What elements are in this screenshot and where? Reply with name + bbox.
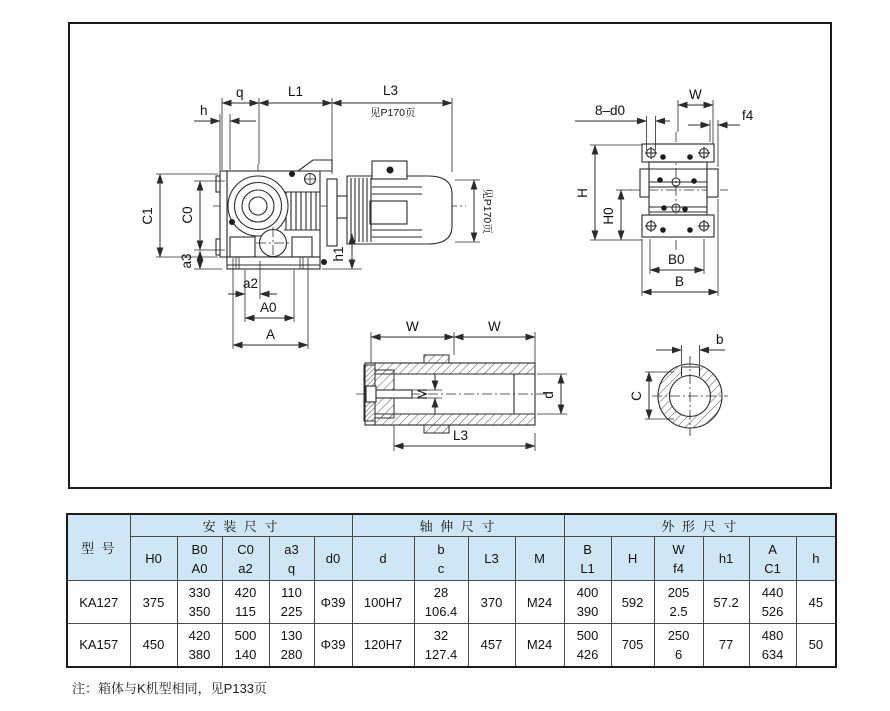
value-cell: 110 225 bbox=[269, 581, 314, 624]
column-header: d0 bbox=[314, 537, 352, 581]
value-cell: 592 bbox=[611, 581, 654, 624]
label-back-W: W bbox=[689, 87, 702, 102]
value-cell: M24 bbox=[515, 581, 564, 624]
label-L3-top: L3 bbox=[383, 83, 399, 98]
label-h: h bbox=[200, 103, 208, 118]
side-view-drawing bbox=[140, 83, 493, 349]
label-C1: C1 bbox=[140, 207, 155, 225]
value-cell: 77 bbox=[703, 624, 749, 667]
value-cell: 420 115 bbox=[222, 581, 269, 624]
label-B0: B0 bbox=[668, 252, 685, 267]
column-header: A C1 bbox=[749, 537, 796, 581]
label-a3: a3 bbox=[179, 253, 194, 269]
value-cell: 500 140 bbox=[222, 624, 269, 667]
column-header: M bbox=[515, 537, 564, 581]
label-H0: H0 bbox=[601, 207, 616, 225]
value-cell: 400 390 bbox=[564, 581, 611, 624]
label-C: C bbox=[629, 391, 644, 401]
column-header: C0 a2 bbox=[222, 537, 269, 581]
shaft-end-drawing bbox=[629, 332, 728, 436]
label-8-d0: 8–d0 bbox=[595, 103, 626, 118]
model-column-header: 型 号 bbox=[67, 514, 130, 581]
column-header: d bbox=[352, 537, 414, 581]
column-header: B0 A0 bbox=[177, 537, 222, 581]
value-cell: 500 426 bbox=[564, 624, 611, 667]
label-A0: A0 bbox=[260, 300, 277, 315]
table-body bbox=[67, 581, 836, 667]
shaft-section-drawing bbox=[356, 319, 567, 451]
label-f4: f4 bbox=[742, 108, 754, 123]
footnote: 注：箱体与K机型相同，见P133页 bbox=[72, 681, 268, 696]
value-cell: 28 106.4 bbox=[414, 581, 468, 624]
column-header: H bbox=[611, 537, 654, 581]
dimension-table-section bbox=[66, 513, 837, 668]
column-header: B L1 bbox=[564, 537, 611, 581]
label-L1: L1 bbox=[288, 84, 304, 99]
label-b: b bbox=[716, 332, 724, 347]
table-row bbox=[67, 624, 836, 667]
technical-drawing-panel bbox=[68, 22, 832, 489]
label-a2: a2 bbox=[243, 276, 259, 291]
label-H: H bbox=[575, 188, 590, 198]
value-cell: 120H7 bbox=[352, 624, 414, 667]
value-cell: 250 6 bbox=[654, 624, 703, 667]
value-cell: 330 350 bbox=[177, 581, 222, 624]
value-cell: 420 380 bbox=[177, 624, 222, 667]
model-cell: KA157 bbox=[67, 624, 130, 667]
value-cell: 375 bbox=[130, 581, 177, 624]
label-M: M bbox=[415, 388, 430, 400]
value-cell: 457 bbox=[468, 624, 515, 667]
table-row bbox=[67, 581, 836, 624]
label-h1: h1 bbox=[331, 246, 346, 262]
label-see-page: 见P170页 bbox=[370, 107, 416, 119]
value-cell: 57.2 bbox=[703, 581, 749, 624]
value-cell: 100H7 bbox=[352, 581, 414, 624]
value-cell: 450 bbox=[130, 624, 177, 667]
table-head bbox=[67, 514, 836, 581]
column-header: H0 bbox=[130, 537, 177, 581]
label-shaft-d: d bbox=[541, 391, 556, 399]
value-cell: Φ39 bbox=[314, 624, 352, 667]
label-A: A bbox=[266, 327, 276, 342]
label-shaft-W-left: W bbox=[406, 319, 419, 334]
value-cell: 480 634 bbox=[749, 624, 796, 667]
value-cell: 440 526 bbox=[749, 581, 796, 624]
back-view-drawing bbox=[575, 87, 754, 296]
value-cell: M24 bbox=[515, 624, 564, 667]
label-q: q bbox=[236, 85, 244, 100]
value-cell: 705 bbox=[611, 624, 654, 667]
value-cell: 130 280 bbox=[269, 624, 314, 667]
label-B: B bbox=[675, 274, 685, 289]
value-cell: Φ39 bbox=[314, 581, 352, 624]
column-header: h1 bbox=[703, 537, 749, 581]
column-header: L3 bbox=[468, 537, 515, 581]
label-shaft-L3: L3 bbox=[453, 428, 469, 443]
technical-drawings bbox=[70, 24, 830, 487]
column-header: b c bbox=[414, 537, 468, 581]
dimensions-table bbox=[66, 513, 837, 668]
value-cell: 205 2.5 bbox=[654, 581, 703, 624]
column-header: W f4 bbox=[654, 537, 703, 581]
value-cell: 32 127.4 bbox=[414, 624, 468, 667]
column-header: h bbox=[796, 537, 836, 581]
group-header: 轴 伸 尺 寸 bbox=[352, 514, 564, 537]
label-see-page-right: 见P170页 bbox=[481, 188, 493, 234]
group-header: 安 装 尺 寸 bbox=[130, 514, 352, 537]
label-shaft-W-right: W bbox=[488, 319, 501, 334]
value-cell: 45 bbox=[796, 581, 836, 624]
value-cell: 50 bbox=[796, 624, 836, 667]
column-header: a3 q bbox=[269, 537, 314, 581]
model-cell: KA127 bbox=[67, 581, 130, 624]
value-cell: 370 bbox=[468, 581, 515, 624]
label-C0: C0 bbox=[180, 206, 195, 224]
group-header: 外 形 尺 寸 bbox=[564, 514, 836, 537]
